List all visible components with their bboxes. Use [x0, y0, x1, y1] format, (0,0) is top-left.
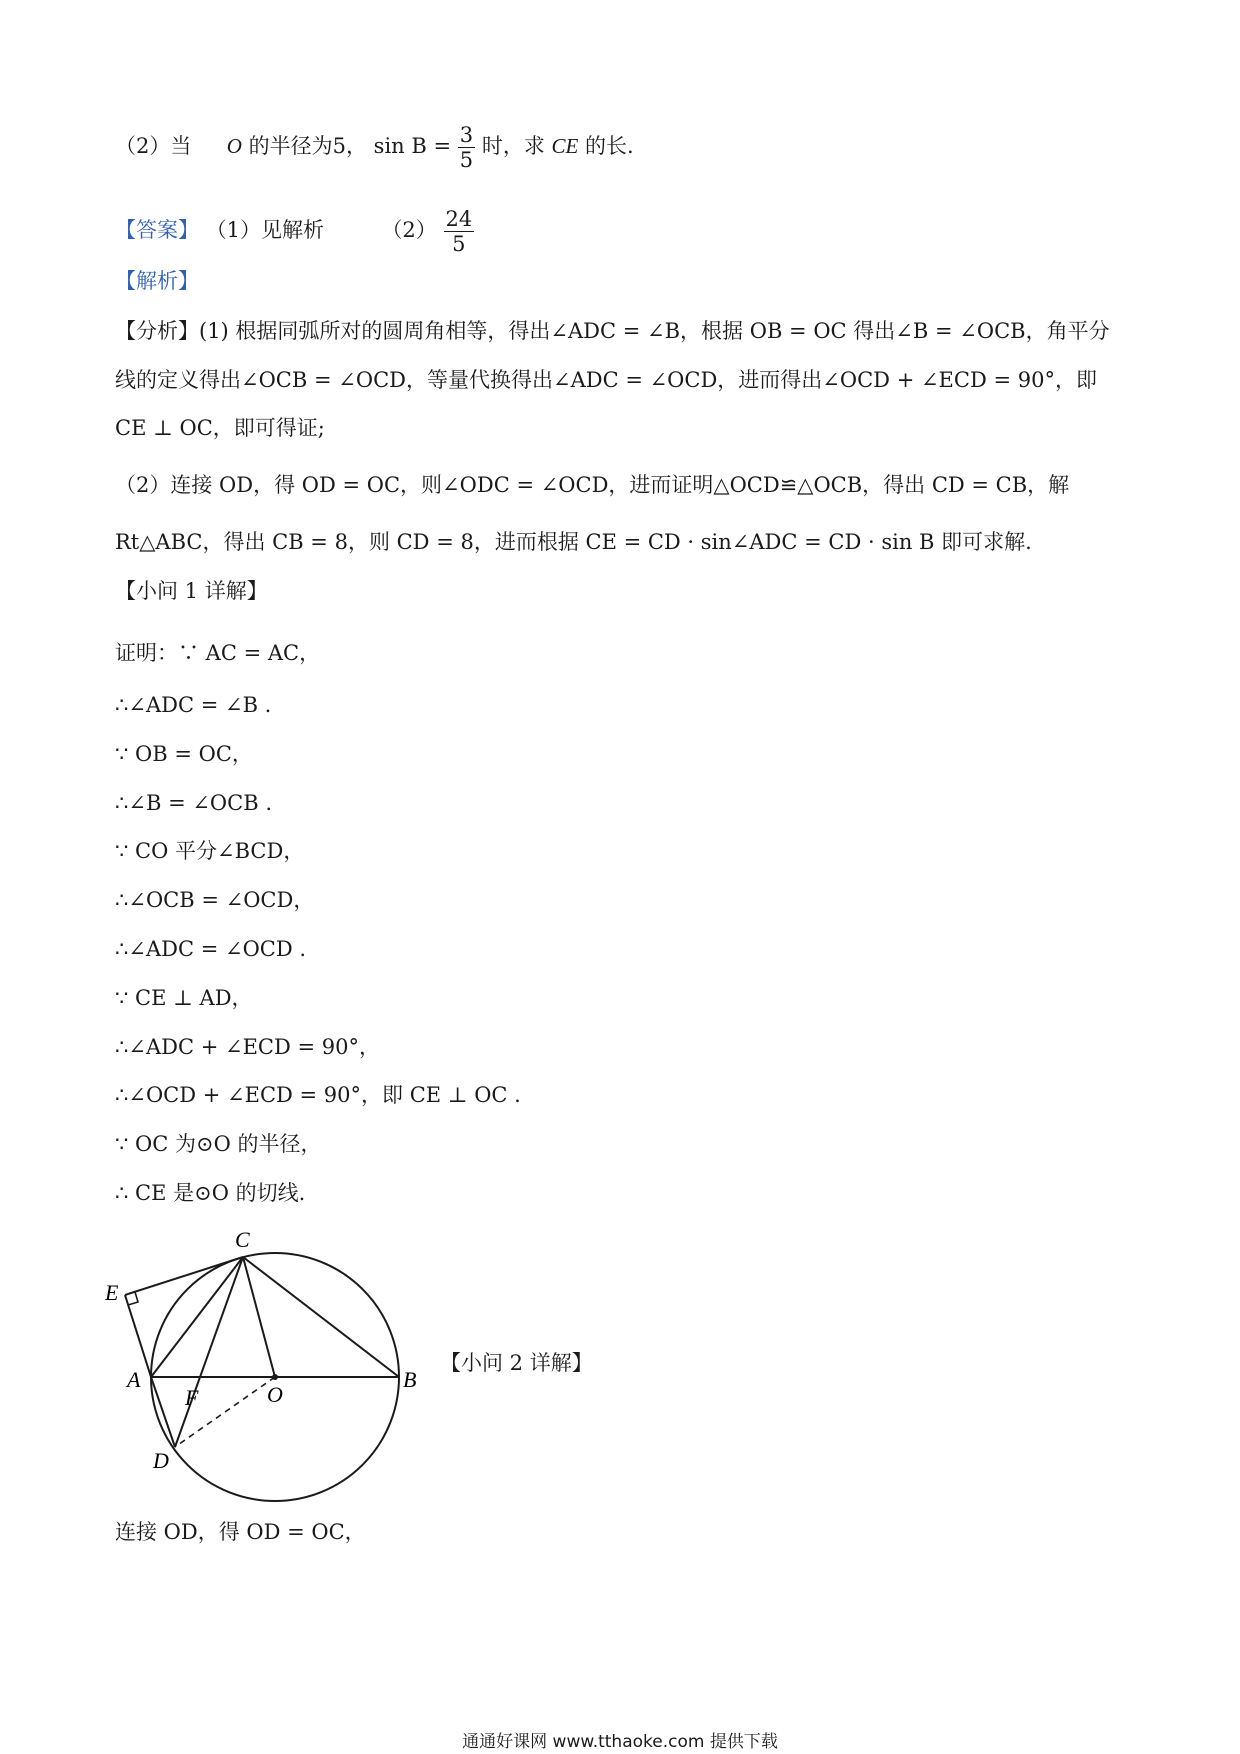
label-o: O — [267, 1382, 283, 1407]
detail1-tag: 【小问 1 详解】 — [115, 579, 268, 603]
answer-frac-num: 24 — [445, 207, 473, 231]
q-mid: 的半径为5， — [248, 134, 367, 158]
detail2-tag: 【小问 2 详解】 — [440, 1351, 593, 1375]
segment-ec — [125, 1257, 243, 1295]
proof-line-10: ∴∠OCD + ∠ECD = 90°，即 CE ⊥ OC . — [115, 1083, 521, 1107]
geometry-figure — [105, 1225, 425, 1505]
q-sin: sin B = — [373, 134, 452, 158]
answer-tag: 【答案】 — [115, 218, 199, 242]
proof-line-4: ∴∠B = ∠OCB . — [115, 791, 272, 815]
q-circle: O — [226, 134, 242, 158]
segment-ca — [151, 1257, 243, 1377]
analysis-line-2: 线的定义得出∠OCB = ∠OCD，等量代换得出∠ADC = ∠OCD，进而得出∠OCD + ∠ECD = 90°，即 — [115, 368, 1097, 392]
label-f: F — [185, 1385, 199, 1410]
last-line: 连接 OD，得 OD = OC， — [115, 1520, 366, 1544]
answer-part2: （2） — [381, 218, 437, 242]
segment-cd — [175, 1257, 243, 1447]
analysis-line-4: （2）连接 OD，得 OD = OC，则∠ODC = ∠OCD，进而证明△OCD≌△OCB，得出 CD = CB，解 — [115, 473, 1070, 497]
analysis-line-1: 【分析】(1) 根据同弧所对的圆周角相等，得出∠ADC = ∠B，根据 OB = OC 得出∠B = ∠OCB，角平分 — [115, 319, 1110, 343]
analysis-line-5: Rt△ABC，得出 CB = 8，则 CD = 8，进而根据 CE = CD · sin∠ADC = CD · sin B 即可求解. — [115, 530, 1032, 554]
answer-frac-den: 5 — [452, 232, 466, 256]
center-dot — [272, 1374, 278, 1380]
q-fraction — [458, 123, 475, 172]
proof-line-3: ∵ OB = OC， — [115, 742, 253, 766]
q-frac-num: 3 — [459, 123, 474, 147]
q-end: 的长. — [585, 134, 634, 158]
q-prefix: （2）当 — [115, 134, 192, 158]
proof-line-2: ∴∠ADC = ∠B . — [115, 693, 272, 717]
proof-line-12: ∴ CE 是⊙O 的切线. — [115, 1181, 306, 1205]
label-a: A — [127, 1367, 141, 1392]
label-b: B — [403, 1367, 417, 1392]
analysis-tag: 【解析】 — [115, 269, 199, 293]
segment-ad — [151, 1377, 175, 1447]
answer-line — [115, 207, 474, 256]
proof-line-1: 证明：∵ AC = AC， — [115, 641, 321, 665]
segment-cb — [243, 1257, 399, 1377]
proof-line-11: ∵ OC 为⊙O 的半径， — [115, 1132, 322, 1156]
footer-text: 通通好课网 www.tthaoke.com 提供下载 — [462, 1732, 778, 1752]
segment-co — [243, 1257, 275, 1377]
answer-fraction — [444, 207, 475, 256]
proof-line-5: ∵ CO 平分∠BCD， — [115, 839, 305, 863]
label-c: C — [235, 1227, 250, 1252]
segment-ea — [125, 1295, 151, 1377]
q-target: CE — [551, 134, 579, 158]
proof-line-6: ∴∠OCB = ∠OCD， — [115, 888, 315, 912]
q-frac-den: 5 — [459, 148, 474, 172]
proof-line-9: ∴∠ADC + ∠ECD = 90°， — [115, 1035, 380, 1059]
proof-line-8: ∵ CE ⊥ AD， — [115, 986, 253, 1010]
question-part2 — [115, 123, 634, 172]
label-d: D — [153, 1448, 169, 1473]
analysis-line-3: CE ⊥ OC，即可得证; — [115, 416, 325, 440]
label-e: E — [105, 1280, 119, 1305]
answer-part1: （1）见解析 — [205, 218, 325, 242]
proof-line-7: ∴∠ADC = ∠OCD . — [115, 937, 307, 961]
q-suffix: 时，求 — [481, 134, 545, 158]
